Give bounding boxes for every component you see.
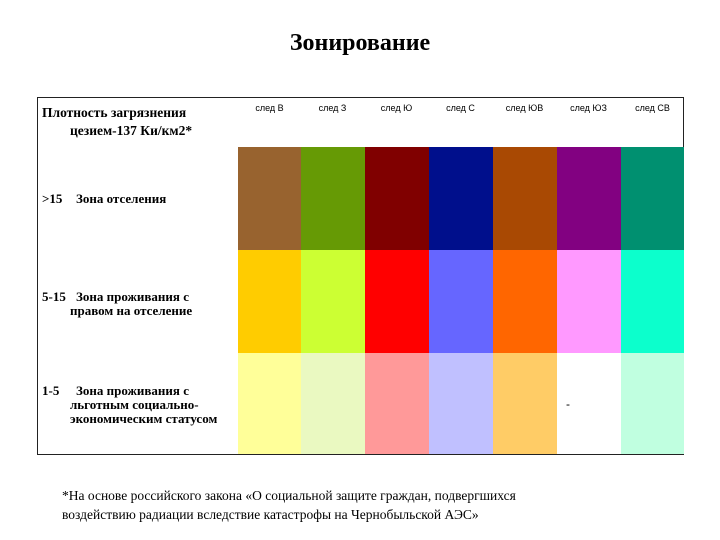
zone-color-cell xyxy=(301,147,365,250)
zone-color-cell xyxy=(365,250,429,353)
zone-level: 1-5 xyxy=(42,383,60,398)
zone-name-cont: экономическим статусом xyxy=(70,411,218,426)
zone-name: Зона проживания с xyxy=(76,289,189,304)
zone-color-cell xyxy=(557,250,621,353)
zone-color-cell xyxy=(429,250,493,353)
zone-color-cell xyxy=(621,353,684,454)
zone-label-right-to-resettle xyxy=(42,290,242,318)
zone-color-cell xyxy=(621,147,684,250)
legend-header-line1: Плотность загрязнения xyxy=(42,105,187,120)
zone-color-cell xyxy=(493,147,557,250)
legend-header-line2: цезием-137 Ки/км2* xyxy=(70,123,193,138)
zone-name: Зона проживания с xyxy=(76,383,189,398)
zone-color-cell xyxy=(238,250,301,353)
zone-color-cell xyxy=(238,147,301,250)
empty-cell-mark: - xyxy=(566,397,570,411)
zone-color-cell xyxy=(238,353,301,454)
column-header: след С xyxy=(446,103,475,113)
zone-label-preferential-status xyxy=(42,384,242,426)
footnote-line2: воздействию радиации вследствие катастрофы на Чернобыльской АЭС» xyxy=(62,507,479,522)
footnote xyxy=(62,486,662,524)
zone-color-cell xyxy=(621,250,684,353)
zone-label-resettlement xyxy=(42,192,242,206)
zone-color-cell xyxy=(493,250,557,353)
zone-color-cell xyxy=(493,353,557,454)
zone-level: 5-15 xyxy=(42,289,66,304)
zone-color-cell xyxy=(301,250,365,353)
zone-color-cell xyxy=(365,353,429,454)
legend-header xyxy=(42,104,222,140)
zone-name-cont: льготным социально- xyxy=(70,397,199,412)
column-header: след В xyxy=(255,103,284,113)
zone-level: >15 xyxy=(42,191,63,206)
column-header: след СВ xyxy=(635,103,670,113)
zone-name-cont: правом на отселение xyxy=(70,303,193,318)
footnote-line1: *На основе российского закона «О социальной защите граждан, подвергшихся xyxy=(62,488,516,503)
zone-name: Зона отселения xyxy=(76,191,167,206)
zone-color-cell xyxy=(557,147,621,250)
page-title: Зонирование xyxy=(289,30,431,56)
zone-color-cell xyxy=(429,147,493,250)
zone-color-cell xyxy=(301,353,365,454)
zone-color-cell xyxy=(365,147,429,250)
column-header: след ЮЗ xyxy=(570,103,607,113)
column-header: след З xyxy=(318,103,347,113)
column-header: след ЮВ xyxy=(505,103,544,113)
column-header: след Ю xyxy=(380,103,413,113)
zone-color-cell xyxy=(429,353,493,454)
